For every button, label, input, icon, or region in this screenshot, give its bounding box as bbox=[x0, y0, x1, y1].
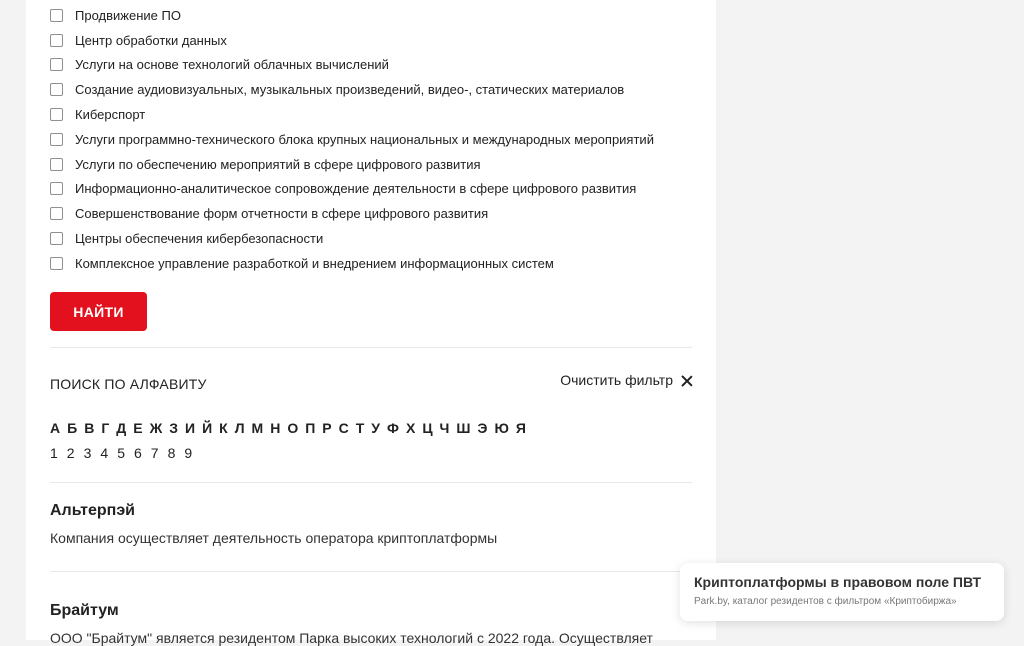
alphabet-digit-link[interactable]: 8 bbox=[167, 445, 176, 461]
toast-title: Криптоплатформы в правовом поле ПВТ bbox=[694, 574, 982, 590]
alphabet-digit-link[interactable]: 9 bbox=[184, 445, 193, 461]
checkbox-label: Киберспорт bbox=[75, 107, 146, 123]
filter-panel bbox=[50, 0, 692, 646]
checkbox-label: Услуги по обеспечению мероприятий в сфере цифрового развития bbox=[75, 156, 481, 172]
checkbox[interactable] bbox=[50, 207, 63, 220]
category-checkbox-list bbox=[50, 3, 654, 276]
alphabet-letter-link[interactable]: И bbox=[185, 420, 196, 436]
alphabet-letter-link[interactable]: В bbox=[84, 420, 95, 436]
divider bbox=[50, 482, 692, 483]
alphabet-letter-link[interactable]: Х bbox=[405, 420, 416, 436]
company-item[interactable] bbox=[50, 602, 653, 646]
alphabet-letters bbox=[50, 420, 533, 437]
search-button[interactable]: НАЙТИ bbox=[50, 292, 147, 331]
company-description: ООО "Брайтум" является резидентом Парка высоких технологий с 2022 года. Осуществляет bbox=[50, 630, 653, 646]
checkbox-label: Услуги на основе технологий облачных вычислений bbox=[75, 57, 389, 73]
alphabet-letter-link[interactable]: Ю bbox=[494, 420, 509, 436]
toast-subtitle: Park.by, каталог резидентов с фильтром «Криптобиржа» bbox=[694, 596, 957, 607]
checkbox[interactable] bbox=[50, 257, 63, 270]
alphabet-letter-link[interactable]: П bbox=[305, 420, 316, 436]
alphabet-letter-link[interactable]: Й bbox=[202, 420, 213, 436]
category-checkbox-row[interactable] bbox=[50, 77, 654, 102]
checkbox[interactable] bbox=[50, 232, 63, 245]
alphabet-letter-link[interactable]: Л bbox=[234, 420, 245, 436]
checkbox-label: Создание аудиовизуальных, музыкальных произведений, видео-, статических материалов bbox=[75, 82, 625, 98]
alphabet-digit-link[interactable]: 4 bbox=[100, 445, 109, 461]
company-item[interactable] bbox=[50, 502, 497, 546]
checkbox-label: Продвижение ПО bbox=[75, 7, 181, 23]
alphabet-letter-link[interactable]: К bbox=[219, 420, 228, 436]
checkbox-label: Центры обеспечения кибербезопасности bbox=[75, 231, 324, 247]
main-content bbox=[26, 0, 716, 646]
company-name[interactable]: Брайтум bbox=[50, 602, 119, 619]
checkbox-label: Совершенствование форм отчетности в сфере цифрового развития bbox=[75, 206, 489, 222]
category-checkbox-row[interactable] bbox=[50, 226, 654, 251]
alphabet-letter-link[interactable]: Н bbox=[270, 420, 281, 436]
alphabet-letter-link[interactable]: Б bbox=[67, 420, 78, 436]
checkbox-label: Комплексное управление разработкой и внедрением информационных систем bbox=[75, 255, 554, 271]
category-checkbox-row[interactable] bbox=[50, 102, 654, 127]
alphabet-letter-link[interactable]: Ч bbox=[439, 420, 450, 436]
checkbox-label: Центр обработки данных bbox=[75, 32, 227, 48]
alphabet-letter-link[interactable]: А bbox=[50, 420, 61, 436]
alphabet-letter-link[interactable]: Р bbox=[322, 420, 332, 436]
category-checkbox-row[interactable] bbox=[50, 201, 654, 226]
alphabet-digit-link[interactable]: 3 bbox=[83, 445, 92, 461]
alphabet-letter-link[interactable]: Е bbox=[133, 420, 143, 436]
alphabet-letter-link[interactable]: Т bbox=[355, 420, 365, 436]
alphabet-letter-link[interactable]: З bbox=[169, 420, 179, 436]
alphabet-letter-link[interactable]: О bbox=[287, 420, 299, 436]
category-checkbox-row[interactable] bbox=[50, 53, 654, 78]
checkbox-label: Услуги программно-технического блока крупных национальных и международных мероприятий bbox=[75, 131, 654, 147]
checkbox-label: Информационно-аналитическое сопровождение деятельности в сфере цифрового развития bbox=[75, 181, 637, 197]
company-description: Компания осуществляет деятельность оператора криптоплатформы bbox=[50, 530, 498, 546]
checkbox[interactable] bbox=[50, 9, 63, 22]
alphabet-digit-link[interactable]: 5 bbox=[117, 445, 125, 461]
alphabet-letter-link[interactable]: Э bbox=[477, 420, 488, 436]
divider bbox=[50, 571, 692, 572]
checkbox[interactable] bbox=[50, 158, 63, 171]
alphabet-letter-link[interactable]: Ш bbox=[456, 420, 471, 436]
category-checkbox-row[interactable] bbox=[50, 28, 654, 53]
category-checkbox-row[interactable] bbox=[50, 152, 654, 177]
alphabet-letter-link[interactable]: Я bbox=[515, 420, 526, 436]
close-icon bbox=[681, 375, 692, 386]
category-checkbox-row[interactable] bbox=[50, 177, 654, 202]
notification-toast[interactable] bbox=[680, 563, 1004, 621]
category-checkbox-row[interactable] bbox=[50, 127, 654, 152]
alphabet-search-title: ПОИСК ПО АЛФАВИТУ bbox=[50, 376, 207, 392]
alphabet-letter-link[interactable]: Д bbox=[116, 420, 127, 436]
alphabet-digit-link[interactable]: 1 bbox=[50, 445, 58, 461]
clear-filter-button[interactable] bbox=[560, 372, 692, 388]
category-checkbox-row[interactable] bbox=[50, 251, 654, 276]
alphabet-letter-link[interactable]: Ф bbox=[387, 420, 399, 436]
checkbox[interactable] bbox=[50, 83, 63, 96]
alphabet-digits bbox=[50, 445, 201, 462]
alphabet-digit-link[interactable]: 6 bbox=[133, 445, 142, 461]
checkbox[interactable] bbox=[50, 34, 63, 47]
alphabet-letter-link[interactable]: Г bbox=[101, 420, 110, 436]
alphabet-letter-link[interactable]: С bbox=[338, 420, 349, 436]
alphabet-letter-link[interactable]: Ц bbox=[422, 420, 433, 436]
divider bbox=[50, 347, 692, 348]
alphabet-digit-link[interactable]: 2 bbox=[66, 445, 75, 461]
alphabet-letter-link[interactable]: Ж bbox=[149, 420, 163, 436]
alphabet-letter-link[interactable]: М bbox=[251, 420, 264, 436]
checkbox[interactable] bbox=[50, 133, 63, 146]
alphabet-letter-link[interactable]: У bbox=[371, 420, 381, 436]
category-checkbox-row[interactable] bbox=[50, 3, 654, 28]
checkbox[interactable] bbox=[50, 108, 63, 121]
company-name[interactable]: Альтерпэй bbox=[50, 502, 135, 519]
checkbox[interactable] bbox=[50, 182, 63, 195]
alphabet-digit-link[interactable]: 7 bbox=[150, 445, 159, 461]
checkbox[interactable] bbox=[50, 58, 63, 71]
clear-filter-label: Очистить фильтр bbox=[560, 372, 673, 388]
